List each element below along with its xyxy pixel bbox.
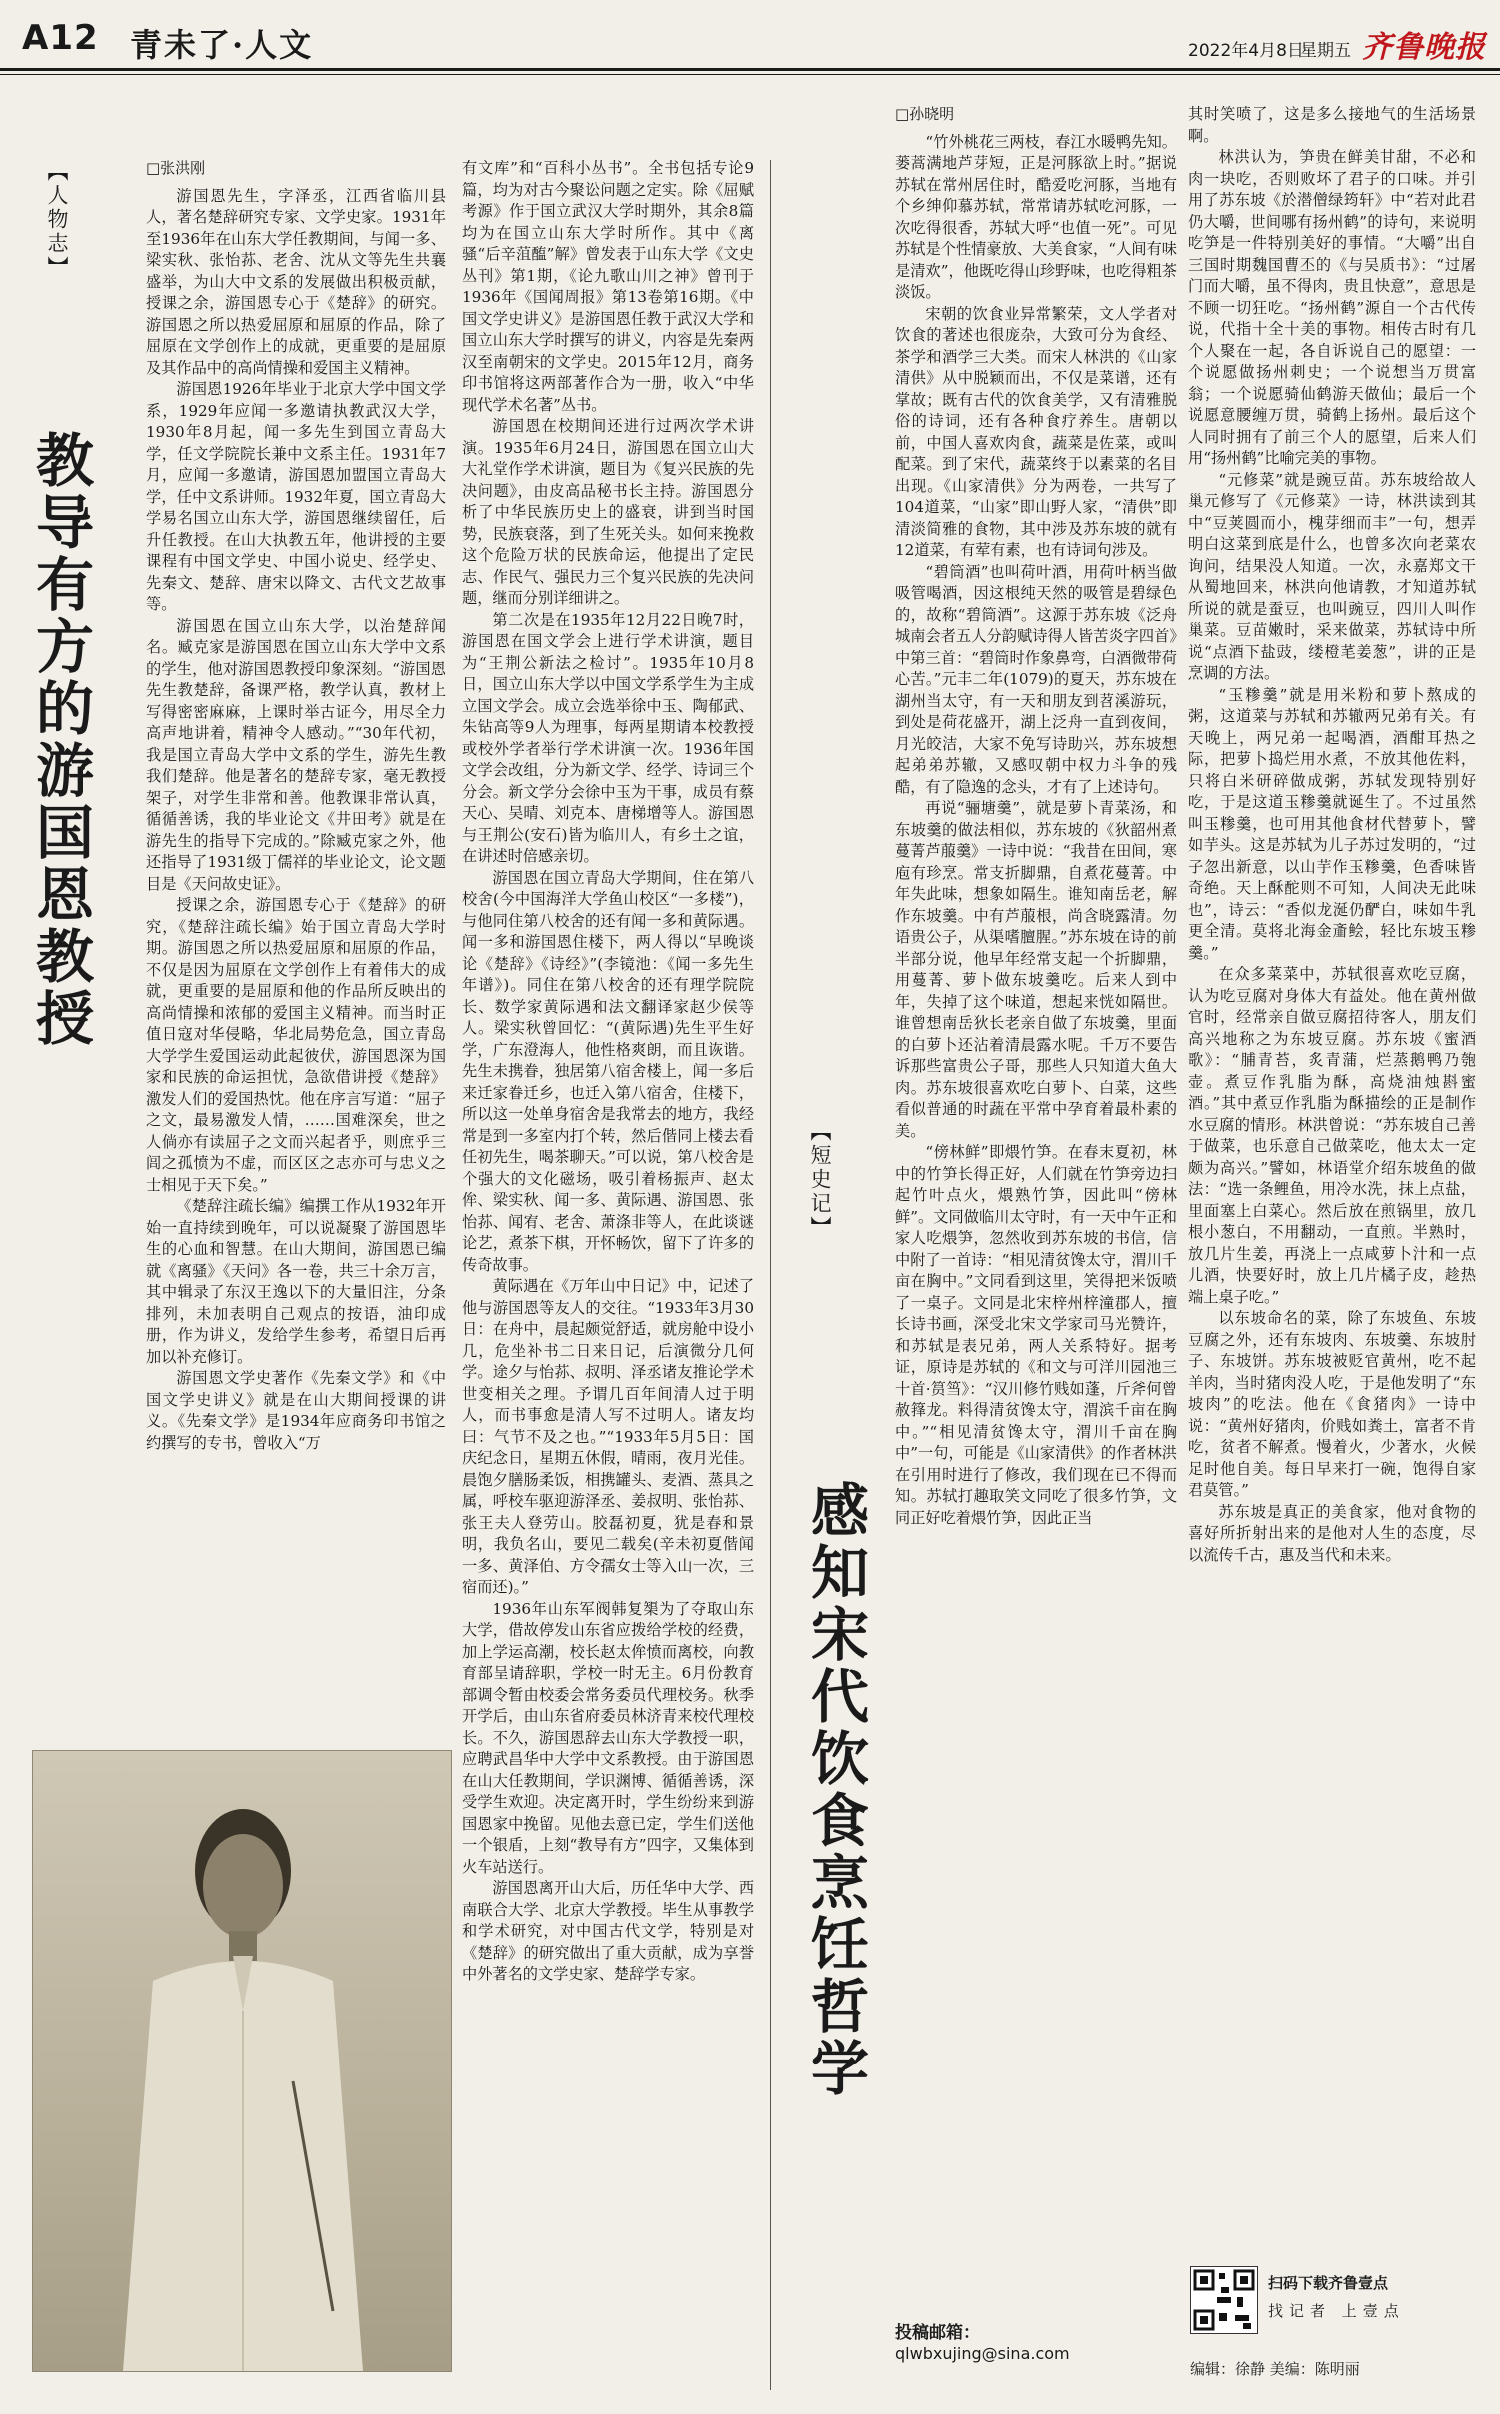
- paragraph: 游国恩1926年毕业于北京大学中国文学系，1929年应闻一多邀请执教武汉大学，1930年8月起，闻一多先生到国立青岛大学，任文学院院长兼中文系主任。1931年7月，应闻一多邀请，游国恩加盟国立青岛大学，任中文系讲师。1932年夏，国立青岛大学易名国立山东大学，游国恩继续留任，后升任教授。在山大执教五年，他讲授的主要课程有中国文学史、中国小说史、经学史、先秦文、楚辞、唐宋以降文、古代文艺故事等。: [146, 380, 446, 613]
- paragraph: 有文库”和“百科小丛书”。全书包括专论9篇，均为对古今聚讼问题之定实。除《屈赋考源》作于国立武汉大学时期外，其余8篇均为在国立山东大学时所作。其中《离骚“后辛菹醢”解》曾发表于山东大学《文史丛刊》第1期，《论九歌山川之神》曾刊于1936年《国闻周报》第13卷第16期。《中国文学史讲义》是游国恩任教于武汉大学和国立山东大学时撰写的讲义，内容是先秦两汉至南朝宋的文学史。2015年12月，商务印书馆将这两部著作合为一册，收入“中华现代学术名著”丛书。: [462, 159, 754, 414]
- paragraph: 游国恩离开山大后，历任华中大学、西南联合大学、北京大学教授。毕生从事教学和学术研究，对中国古代文学，特别是对《楚辞》的研究做出了重大贡献，成为享誉中外著名的文学史家、楚辞学专家。: [462, 1879, 754, 1983]
- issue-weekday: 星期五: [1300, 41, 1351, 61]
- section-name: 青未了·人文: [130, 26, 314, 64]
- byline-right: □孙晓明: [895, 105, 955, 123]
- paragraph: “竹外桃花三两枝，春江水暖鸭先知。蒌蒿满地芦芽短，正是河豚欲上时。”据说苏轼在常州居住时，酷爱吃河豚，当地有个乡绅仰慕苏轼，常常请苏轼吃河豚，一次吃得很香，苏轼大呼“也值一死”。可见苏轼是个性情豪放、大美食家，“人间有味是清欢”，他既吃得山珍野味，也吃得粗茶淡饭。: [895, 132, 1177, 301]
- article-title-right: 感知宋代饮食烹饪哲学: [801, 1480, 869, 2100]
- paragraph: 游国恩在国立山东大学，以治楚辞闻名。臧克家是游国恩在国立山东大学中文系的学生，他对游国恩教授印象深刻。“游国恩先生教楚辞，备课严格，教学认真，教材上写得密密麻麻，上课时举古证今，用尽全力高声地讲着，精神令人感动。”“30年代初，我是国立青岛大学中文系的学生，游先生教我们楚辞。他是著名的楚辞专家，毫无教授架子，对学生非常和善。他教课非常认真，循循善诱，我的毕业论文《井田考》就是在游先生的指导下完成的。”除臧克家之外，他还指导了1931级丁儒祥的毕业论文，论文题目是《天问故史证》。: [146, 616, 446, 893]
- paragraph: 游国恩先生，字泽丞，江西省临川县人，著名楚辞研究专家、文学史家。1931年至1936年在山东大学任教期间，与闻一多、梁实秋、张怡荪、老舍、沈从文等先生共襄盛举，为山大中文系的发展做出积极贡献，授课之余，游国恩专心于《楚辞》的研究。游国恩之所以热爱屈原和屈原的作品，除了屈原在文学创作上的成就，更重要的是屈原及其作品中的高尚情操和爱国主义精神。: [146, 186, 446, 377]
- paragraph: 授课之余，游国恩专心于《楚辞》的研究，《楚辞注疏长编》始于国立青岛大学时期。游国恩之所以热爱屈原和屈原的作品，不仅是因为屈原在文学创作上有着伟大的成就，更重要的是屈原和他的作品所反映出的高尚情操和浓郁的爱国主义精神。而当时正值日寇对华侵略，华北局势危急，国立青岛大学学生爱国运动此起彼伏，游国恩深为国家和民族的命运担忧，急欲借讲授《楚辞》激发人们的爱国热忱。他在序言写道：“屈子之文，最易激发人情，……国难深矣，世之人倘亦有读屈子之文而兴起者乎，则庶乎三闾之孤愤为不虚，而区区之志亦可与忠义之士相见于天下矣。”: [146, 896, 446, 1194]
- paragraph: 第二次是在1935年12月22日晚7时，游国恩在国文学会上进行学术讲演，题目为“王荆公新法之检讨”。1935年10月8日，国立山东大学以中国文学系学生为主成立国文学会。成立会选举徐中玉、陶郁武、朱钻高等9人为理事，每两星期请本校教授或校外学者举行学术讲演一次。1936年国文学会改组，分为新文学、经学、诗词三个分会。新文学分会徐中玉为干事，成员有蔡天心、吴晴、刘克本、唐梯增等人。游国恩与王荆公(安石)皆为临川人，有乡土之谊，在讲述时倍感亲切。: [462, 610, 754, 865]
- paragraph: 再说“骊塘羹”，就是萝卜青菜汤，和东坡羹的做法相似，苏东坡的《狄韶州煮蔓菁芦菔羹》一诗中说：“我昔在田间，寒庖有珍烹。常支折脚鼎，自煮花蔓菁。中年失此味，想象如隔生。谁知南岳老，解作东坡羹。中有芦菔根，尚含晓露清。勿语贵公子，从渠嗜膻腥。”苏东坡在诗的前半部分说，他早年经常支起一个折脚鼎，用蔓菁、萝卜做东坡羹吃。后来人到中年，失掉了这个味道，想起来恍如隔世。谁曾想南岳狄长老亲自做了东坡羹，里面的白萝卜还沾着清晨露水呢。千万不要告诉那些富贵公子哥，那些人只知道大鱼大肉。苏东坡很喜欢吃白萝卜、白菜，这些看似普通的时蔬在平常中孕育着最朴素的美。: [895, 799, 1177, 1140]
- article-column-4: [1188, 104, 1476, 2256]
- paragraph: 其时笑喷了，这是多么接地气的生活场景啊。: [1188, 105, 1476, 145]
- paragraph: “元修菜”就是豌豆苗。苏东坡给故人巢元修写了《元修菜》一诗，林洪读到其中“豆荚圆而小，槐芽细而丰”一句，想弄明白这菜到底是什么，也曾多次向老菜农询问，结果没人知道。一次，永嘉郑文干从蜀地回来，林洪向他请教，才知道苏轼所说的就是蚕豆，也叫豌豆，四川人叫作巢菜。豆苗嫩时，采来做菜，苏轼诗中所说“点酒下盐豉，缕橙芼姜葱”，讲的正是烹调的方法。: [1188, 470, 1476, 682]
- qr-subtitle: 找记者 上壹点: [1268, 2302, 1405, 2320]
- paragraph: 苏东坡是真正的美食家，他对食物的喜好所折射出来的是他对人生的态度，尽以流传千古，惠及当代和未来。: [1188, 1502, 1476, 1564]
- byline-left: □张洪刚: [146, 159, 206, 177]
- paragraph: “傍林鲜”即煨竹笋。在春末夏初，林中的竹笋长得正好，人们就在竹笋旁边扫起竹叶点火，煨熟竹笋，因此叫“傍林鲜”。文同做临川太守时，有一天中午正和家人吃煨笋，忽然收到苏东坡的书信，信中附了一首诗：“相见清贫馋太守，渭川千亩在胸中。”文同看到这里，笑得把米饭喷了一桌子。文同是北宋梓州梓潼郡人，擅长诗书画，深受北宋文学家司马光赞许，和苏轼是表兄弟，两人关系特好。据考证，原诗是苏轼的《和文与可洋川园池三十首·筼筜》：“汉川修竹贱如蓬，斤斧何曾赦箨龙。料得清贫馋太守，渭滨千亩在胸中。”“相见清贫馋太守，渭川千亩在胸中”一句，可能是《山家清供》的作者林洪在引用时进行了修改，我们现在已不得而知。苏轼打趣取笑文同吃了很多竹笋，文同正好吃着煨竹笋，因此正当: [895, 1143, 1177, 1527]
- page-number: A12: [22, 18, 99, 58]
- paragraph: 黄际遇在《万年山中日记》中，记述了他与游国恩等友人的交往。“1933年3月30日：在舟中，晨起颇觉舒适，就房舱中设小几，危坐补书二日来日记，后演微分几何学。途夕与怡荪、叔明、泽丞诸友推论学术世变相关之理。予谓几百年间清人过于明人，而书事愈是清人写不过明人。诸友均曰：气节不及之也。”“1933年5月5日：国庆纪念日，星期五休假，晴雨，夜月光佳。晨饱夕膳肠柔饭，相携罐头、麦酒、蒸具之属，呼校车驱迎游泽丞、姜叔明、张怡荪、张王夫人登劳山。胶磊初夏，犹是春和景明，我负名山，要见二载矣(辛未初夏偕闻一多、黄泽伯、方令孺女士等入山一次，三宿而还)。”: [462, 1277, 754, 1596]
- paragraph: 游国恩文学史著作《先秦文学》和《中国文学史讲义》就是在山大期间授课的讲义。《先秦文学》是1934年应商务印书馆之约撰写的专书，曾收入“万: [146, 1369, 446, 1452]
- paragraph: “碧筒酒”也叫荷叶酒，用荷叶柄当做吸管喝酒，因这根纯天然的吸管是碧绿色的，故称“碧筒酒”。这源于苏东坡《泛舟城南会者五人分韵赋诗得人皆苦炎字四首》中第三首：“碧筒时作象鼻弯，白酒微带荷心苦。”元丰二年(1079)的夏天，苏东坡在湖州当太守，有一天和朋友到苕溪游玩，到处是荷花盛开，湖上泛舟一直到夜间，月光皎洁，大家不免写诗助兴，苏东坡想起弟弟苏辙，又感叹朝中权力斗争的残酷，有了隐逸的念头，才有了上述诗句。: [895, 562, 1177, 796]
- newspaper-logo: 齐鲁晚报: [1362, 30, 1486, 65]
- qr-title: 扫码下载齐鲁壹点: [1268, 2274, 1389, 2292]
- contribution-email-link[interactable]: qlwbxujing@sina.com: [895, 2344, 1070, 2363]
- article-column-3: [895, 104, 1177, 2304]
- paragraph: 林洪认为，笋贵在鲜美甘甜，不必和肉一块吃，否则败坏了君子的口味。并引用了苏东坡《於潜僧绿筠轩》中“若对此君仍大嚼，世间哪有扬州鹤”的诗句，来说明吃笋是一件特别美好的事情。“大嚼”出自三国时期魏国曹丕的《与吴质书》：“过屠门而大嚼，虽不得肉，贵且快意”，意思是不顾一切狂吃。“扬州鹤”源自一个古代传说，代指十全十美的事物。相传古时有几个人聚在一起，各自诉说自己的愿望：一个说愿做扬州刺史；一个说想当万贯富翁；一个说愿骑仙鹤游天做仙；最后一个说愿意腰缠万贯，骑鹤上扬州。最后这个人同时拥有了前三个人的愿望，后来人们用“扬州鹤”比喻完美的事物。: [1188, 148, 1476, 467]
- paragraph: “玉糁羹”就是用米粉和萝卜熬成的粥，这道菜与苏轼和苏辙两兄弟有关。有天晚上，两兄弟一起喝酒，酒酣耳热之际，把萝卜捣烂用水煮，不放其他佐料，只将白米研碎做成粥，苏轼发现特别好吃，于是这道玉糁羹就诞生了。不过虽然叫玉糁羹，也可用其他食材代替萝卜，譬如芋头。这是苏轼为儿子苏过发明的，“过子忽出新意，以山芋作玉糁羹，色香味皆奇绝。天上酥酡则不可知，人间决无此味也”，诗云：“香似龙涎仍酽白，味如牛乳更全清。莫将北海金齑鲙，轻比东坡玉糁羹。”: [1188, 685, 1476, 962]
- column-tag-left: 【人物志】: [45, 160, 69, 280]
- header-rule: [0, 68, 1500, 71]
- column-divider: [770, 160, 771, 2390]
- portrait-photo: [32, 1750, 452, 2372]
- paragraph: 以东坡命名的菜，除了东坡鱼、东坡豆腐之外，还有东坡肉、东坡羹、东坡肘子、东坡饼。苏东坡被贬官黄州，吃不起羊肉，当时猪肉没人吃，于是他发明了“东坡肉”的吃法。他在《食猪肉》一诗中说：“黄州好猪肉，价贱如粪土，富者不肯吃，贫者不解煮。慢着火，少著水，火候足时他自美。每日早来打一碗，饱得自家君莫管。”: [1188, 1309, 1476, 1499]
- paragraph: 游国恩在国立青岛大学期间，住在第八校舍(今中国海洋大学鱼山校区“一多楼”)，与他同住第八校舍的还有闻一多和黄际遇。闻一多和游国恩住楼下，两人得以“早晚谈论《楚辞》《诗经》”(李镜池：《闻一多先生年谱》)。同住在第八校舍的还有理学院院长、数学家黄际遇和法文翻译家赵少侯等人。梁实秋曾回忆：“(黄际遇)先生平生好学，广东澄海人，他性格爽朗，而且诙谐。先生未携眷，独居第八宿舍楼上，闻一多后来迁家眷迁乡，也迁入第八宿舍，住楼下，所以这一处单身宿舍是我常去的地方，我经常是到一多室内打个转，然后偕同上楼去看任初先生，喝茶聊天。”可以说，第八校舍是个强大的文化磁场，吸引着杨振声、赵太侔、梁实秋、闻一多、黄际遇、游国恩、张怡荪、闻宥、老舍、萧涤非等人，在此谈谜论艺，煮茶下棋，开怀畅饮，留下了许多的传奇故事。: [462, 868, 754, 1274]
- paragraph: 在众多菜菜中，苏轼很喜欢吃豆腐，认为吃豆腐对身体大有益处。他在黄州做官时，经常亲自做豆腐招待客人，朋友们高兴地称之为东坡豆腐。苏东坡《蜜酒歌》：“脯青苔，炙青蒲，烂蒸鹅鸭乃匏壶。煮豆作乳脂为酥，高烧油烛斟蜜酒。”其中煮豆作乳脂为酥描绘的正是制作水豆腐的情形。林洪曾说：“苏东坡自己善于做菜，也乐意自己做菜吃，他太太一定颇为高兴。”譬如，林语堂介绍东坡鱼的做法：“选一条鲤鱼，用冷水洗，抹上点盐，里面塞上白菜心。然后放在煎锅里，放几根小葱白，不用翻动，一直煎。半熟时，放几片生姜，再浇上一点咸萝卜汁和一点儿酒，快要好时，放上几片橘子皮，趁热端上桌子吃。”: [1188, 965, 1476, 1306]
- qr-code-icon[interactable]: [1190, 2266, 1258, 2334]
- page-header: [0, 0, 1500, 78]
- paragraph: 宋朝的饮食业异常繁荣，文人学者对饮食的著述也很庞杂，大致可分为食经、茶学和酒学三大类。而宋人林洪的《山家清供》从中脱颖而出，不仅是菜谱，还有掌故；既有古代的饮食美学，又有清雅脱俗的诗词，还有各种食疗养生。唐朝以前，中国人喜欢肉食，蔬菜是佐菜，或叫配菜。到了宋代，蔬菜终于以素菜的名目出现。《山家清供》分为两卷，一共写了104道菜，“山家”即山野人家，“清供”即清淡简雅的食物，其中涉及苏东坡的就有12道菜，有荤有素，也有诗词句涉及。: [895, 304, 1177, 559]
- issue-date: 2022年4月8日: [1188, 41, 1304, 61]
- paragraph: 《楚辞注疏长编》编撰工作从1932年开始一直持续到晚年，可以说凝聚了游国恩毕生的心血和智慧。在山大期间，游国恩已编就《离骚》《天问》各一卷，共三十余万言，其中辑录了东汉王逸以下的大量旧注，分条排列，未加表明自己观点的按语，油印成册，作为讲义，发给学生参考，希望日后再加以补充修订。: [146, 1197, 446, 1366]
- article-column-1: [146, 158, 446, 1748]
- header-rule-thin: [0, 74, 1500, 75]
- column-tag-right: 【短史记】: [808, 1120, 832, 1240]
- paragraph: 游国恩在校期间还进行过两次学术讲演。1935年6月24日，游国恩在国立山大大礼堂作学术讲演，题目为《复兴民族的先决问题》，由皮高品秘书长主持。游国恩分析了中华民族历史上的盛衰，讲到当时国势，民族衰落，到了生死关头。如何来挽救这个危险万状的民族命运，他提出了定民志、作民气、强民力三个复兴民族的先决问题，继而分别详细讲之。: [462, 417, 754, 607]
- article-title-left: 教导有方的游国恩教授: [26, 430, 94, 1050]
- paragraph: 1936年山东军阀韩复榘为了夺取山东大学，借故停发山东省应拨给学校的经费，加上学运高潮，校长赵太侔愤而离校，向教育部呈请辞职，学校一时无主。6月份教育部调令暂由校委会常务委员代理校务。秋季开学后，由山东省府委员林济青来校代理校长。不久，游国恩辞去山东大学教授一职，应聘武昌华中大学中文系教授。由于游国恩在山大任教期间，学识渊博、循循善诱，深受学生欢迎。决定离开时，学生纷纷来到游国恩家中挽留。见他去意已定，学生们送他一个银盾，上刻“教导有方”四字，又集体到火车站送行。: [462, 1599, 754, 1876]
- editor-credits: 编辑：徐静 美编：陈明丽: [1190, 2360, 1360, 2378]
- article-column-2: [462, 158, 754, 2388]
- contribution-label: 投稿邮箱：: [895, 2323, 980, 2343]
